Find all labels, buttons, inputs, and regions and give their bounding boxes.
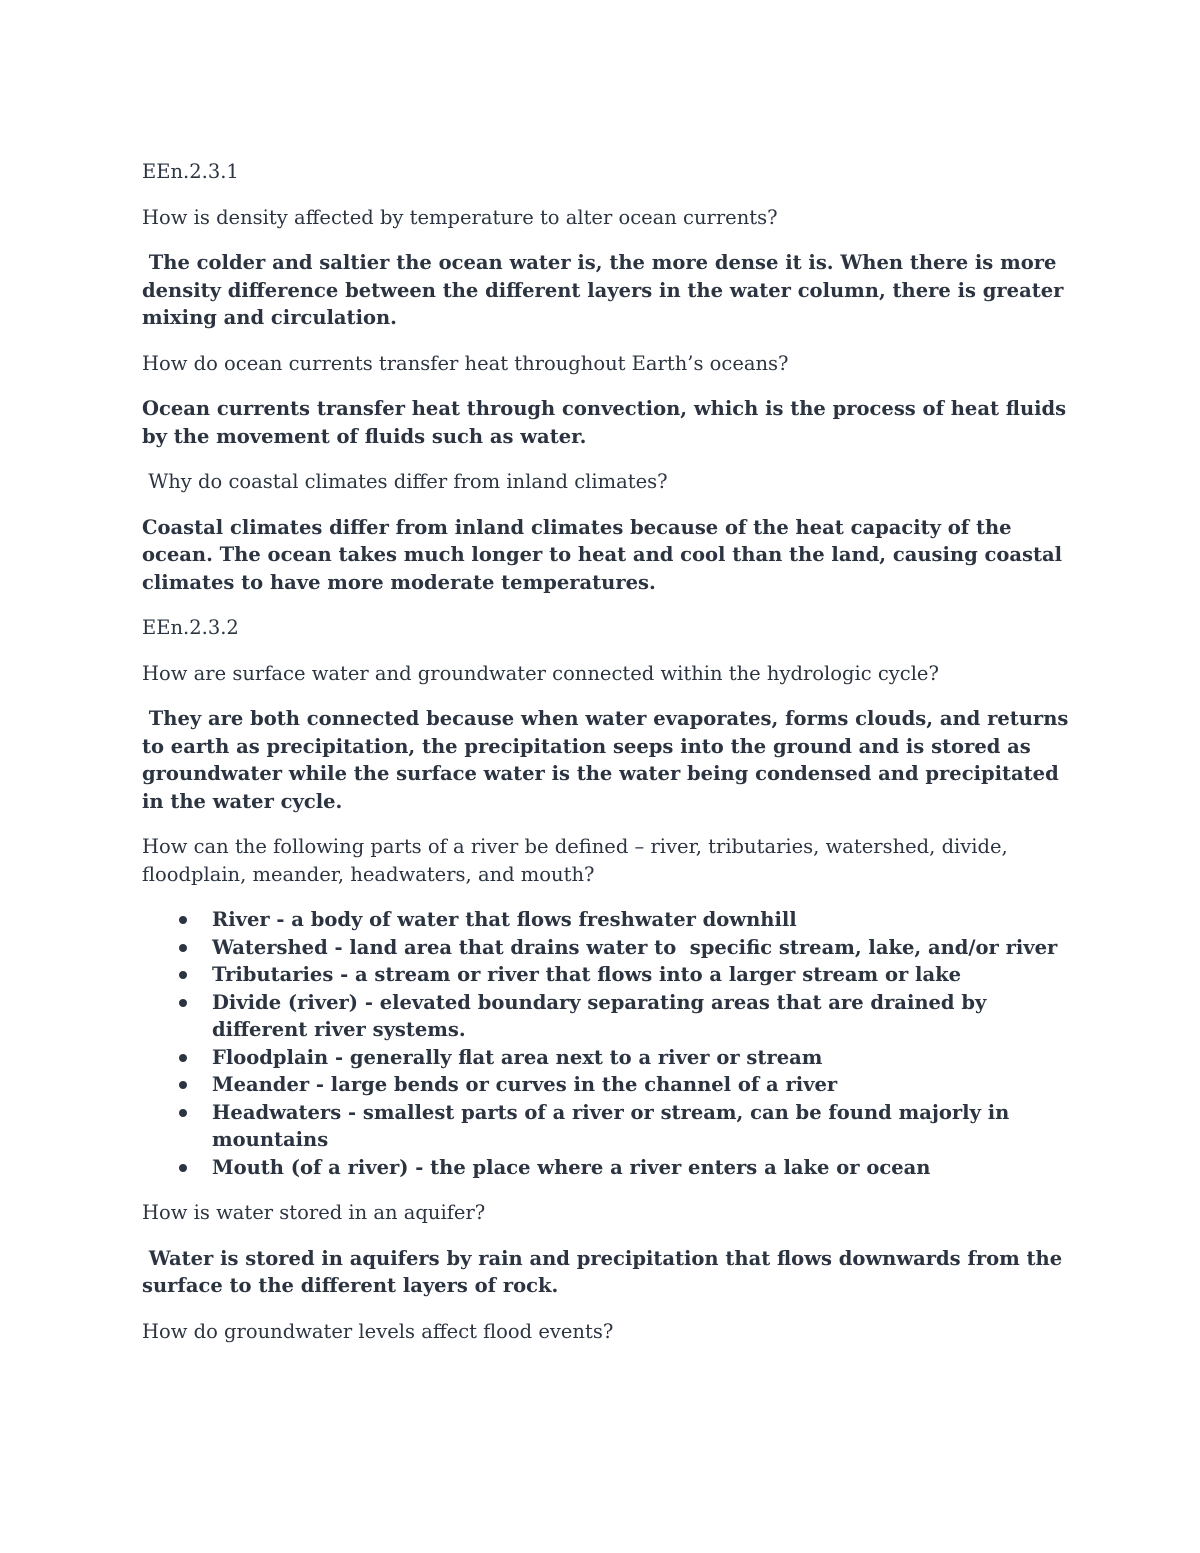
list-item-text: Mouth (of a river) - the place where a river enters a lake or ocean <box>212 1155 931 1179</box>
list-item-text: Floodplain - generally flat area next to a river or stream <box>212 1045 823 1069</box>
list-item <box>212 934 1072 962</box>
section-heading-2: EEn.2.3.2 <box>142 616 239 639</box>
list-item <box>212 1044 1072 1072</box>
bullet-icon <box>179 916 187 924</box>
answer-aquifer: Water is stored in aquifers by rain and precipitation that flows downwards from the surface to the different layers of rock. <box>142 1246 1069 1297</box>
list-item-text: Divide (river) - elevated boundary separating areas that are drained by different river systems. <box>212 990 987 1041</box>
answer-hydrologic-cycle: They are both connected because when water evaporates, forms clouds, and returns to earth as precipitation, the precipitation seeps into the ground and is stored as groundwater while the surface water is the water being condensed and precipitated in the water cycle. <box>142 707 1076 813</box>
bullet-icon <box>179 999 187 1007</box>
list-item <box>212 1071 1072 1099</box>
list-item <box>212 1154 1072 1182</box>
question-aquifer: How is water stored in an aquifer? <box>142 1201 486 1224</box>
question-heat-transfer: How do ocean currents transfer heat throughout Earth’s oceans? <box>142 351 789 375</box>
question-density: How is density affected by temperature to alter ocean currents? <box>142 205 778 229</box>
section-heading-1: EEn.2.3.1 <box>142 160 239 183</box>
answer-heat-transfer: Ocean currents transfer heat through convection, which is the process of heat fluids by the movement of fluids such as water. <box>142 397 1067 448</box>
question-river-parts: How can the following parts of a river be defined – river, tributaries, watershed, divide, floodplain, meander, headwaters, and mouth? <box>142 835 1008 886</box>
bullet-icon <box>179 1081 187 1089</box>
list-item <box>212 961 1072 989</box>
river-parts-list <box>142 906 1072 1181</box>
list-item-text: Watershed - land area that drains water to specific stream, lake, and/or river <box>212 935 1058 959</box>
document-page <box>142 158 1076 1363</box>
bullet-icon <box>179 1054 187 1062</box>
answer-density: The colder and saltier the ocean water is, the more dense it is. When there is more density difference between the different layers in the water column, there is greater mixing and circulation. <box>142 251 1071 329</box>
bullet-icon <box>179 1164 187 1172</box>
list-item <box>212 1099 1072 1154</box>
question-coastal-climates: Why do coastal climates differ from inland climates? <box>142 470 668 493</box>
bullet-icon <box>179 1109 187 1117</box>
list-item <box>212 906 1072 934</box>
list-item-text: Tributaries - a stream or river that flows into a larger stream or lake <box>212 963 961 986</box>
list-item <box>212 989 1072 1044</box>
bullet-icon <box>179 971 187 979</box>
list-item-text: Meander - large bends or curves in the channel of a river <box>212 1073 838 1096</box>
question-groundwater-floods: How do groundwater levels affect flood events? <box>142 1319 614 1343</box>
bullet-icon <box>179 944 187 952</box>
answer-coastal-climates: Coastal climates differ from inland climates because of the heat capacity of the ocean. The ocean takes much longer to heat and cool than the land, causing coastal climates to have more moderate temperatures. <box>142 515 1063 594</box>
list-item-text: Headwaters - smallest parts of a river or stream, can be found majorly in mountains <box>212 1100 1010 1151</box>
list-item-text: River - a body of water that flows freshwater downhill <box>212 908 797 931</box>
question-hydrologic-cycle: How are surface water and groundwater connected within the hydrologic cycle? <box>142 661 939 685</box>
